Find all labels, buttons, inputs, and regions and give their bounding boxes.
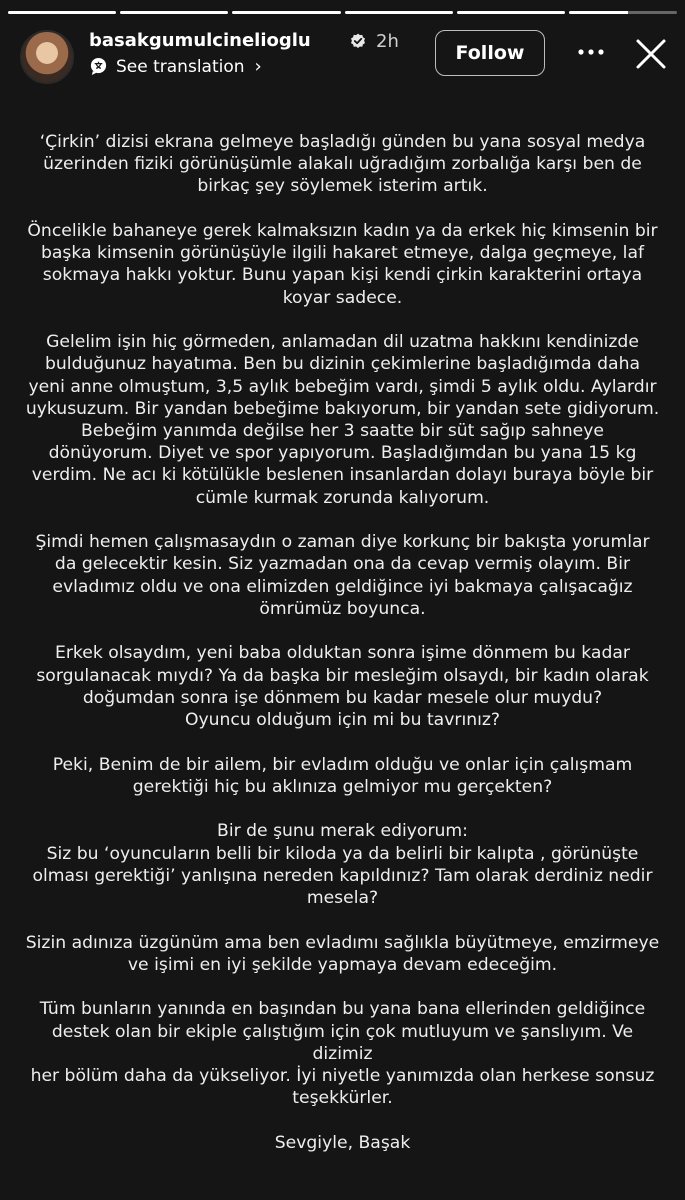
see-translation-button[interactable] xyxy=(89,56,262,77)
paragraph: Gelelim işin hiç görmeden, anlamadan dil uzatma hakkını kendinizde bulduğunuz hayatıma. Ben bu dizinin çekimlerine başladığımda daha yeni anne olmuştum, 3,5 aylık bebeğim vardı, şimdi 5 aylık oldu. Aylardır uykusuzum. Bir yandan bebeğime bakıyorum, bir yandan sete gidiyorum. Bebeğim yanımda değilse her 3 saatte bir süt sağıp sahneye dönüyorum. Diyet ve spor yapıyorum. Başladığımdan bu yana 15 kg verdim. Ne acı ki kötülükle beslenen insanlardan dolayı buraya böyle bir cümle kurmak zorunda kalıyorum. xyxy=(25,332,660,508)
more-horizontal-icon[interactable] xyxy=(573,40,609,64)
see-translation-label: See translation xyxy=(116,56,245,77)
follow-button[interactable]: Follow xyxy=(435,30,545,76)
progress-segment xyxy=(232,11,340,14)
paragraph: Tüm bunların yanında en başından bu yana bana ellerinden geldiğince destek olan bir ekiple çalıştığım için çok mutluyum ve şanslıyım. Ve dizimiz her bölüm daha da yükseliyor. İyi niyetle yanımızda olan herkese sonsuz teşekkürler. xyxy=(30,999,655,1109)
paragraph: Öncelikle bahaneye gerek kalmaksızın kadın ya da erkek hiç kimsenin bir başka kimsenin görünüşüyle ilgili hakaret etmeye, dalga geçmeye, laf sokmaya hakkı yoktur. Bunu yapan kişi kendi çirkin karakterini ortaya koyar sadece. xyxy=(27,221,658,308)
verified-badge-icon xyxy=(350,33,366,49)
translate-icon xyxy=(89,57,108,76)
story-header xyxy=(20,28,667,84)
paragraph: Şimdi hemen çalışmasaydın o zaman diye korkunç bir bakışta yorumlar da gelecektir kesin. Siz yazmadan ona da cevap vermiş olayım. Bir evladımız oldu ve ona elimizden geldiğince iyi bakmaya çalışacağız ömrümüz boyunca. xyxy=(35,532,650,619)
paragraph: Erkek olsaydım, yeni baba olduktan sonra işime dönmem bu kadar sorgulanacak mıydı? Ya da başka bir mesleğim olsaydı, bir kadın olarak doğumdan sonra işe dönmem bu kadar mesele olur muydu? Oyuncu olduğum için mi bu tavrınız? xyxy=(36,643,649,731)
avatar[interactable] xyxy=(20,30,74,84)
progress-segment xyxy=(457,11,565,14)
close-icon[interactable] xyxy=(635,38,667,70)
paragraph: Bir de şunu merak ediyorum: Siz bu ‘oyuncuların belli bir kiloda ya da belirli bir kalıpta , görünüşte olması gerektiği’ yanlışına nereden kapıldınız? Tam olarak derdiniz nedir mesela? xyxy=(32,821,653,909)
story-text xyxy=(22,131,663,1176)
paragraph: Peki, Benim de bir ailem, bir evladım olduğu ve onlar için çalışmam gerektiği hiç bu aklınıza gelmiyor mu gerçekten? xyxy=(52,754,633,797)
progress-segment xyxy=(8,11,116,14)
post-time: 2h xyxy=(376,31,399,52)
paragraph: Sizin adınıza üzgünüm ama ben evladımı sağlıkla büyütmeye, emzirmeye ve işimi en iyi şekilde yapmaya devam edeceğim. xyxy=(25,932,660,975)
paragraph: Sevgiyle, Başak xyxy=(274,1132,411,1153)
story-progress-bar xyxy=(8,11,677,14)
progress-segment xyxy=(120,11,228,14)
username[interactable]: basakgumulcinelioglu xyxy=(89,30,311,51)
paragraph: ‘Çirkin’ dizisi ekrana gelmeye başladığı günden bu yana sosyal medya üzerinden fiziki görünüşümle alakalı uğradığım zorbalığa karşı ben de birkaç şey söylemek isterim artık. xyxy=(39,132,646,197)
chevron-right-icon: › xyxy=(254,56,262,77)
progress-segment xyxy=(345,11,453,14)
progress-segment xyxy=(569,11,677,14)
